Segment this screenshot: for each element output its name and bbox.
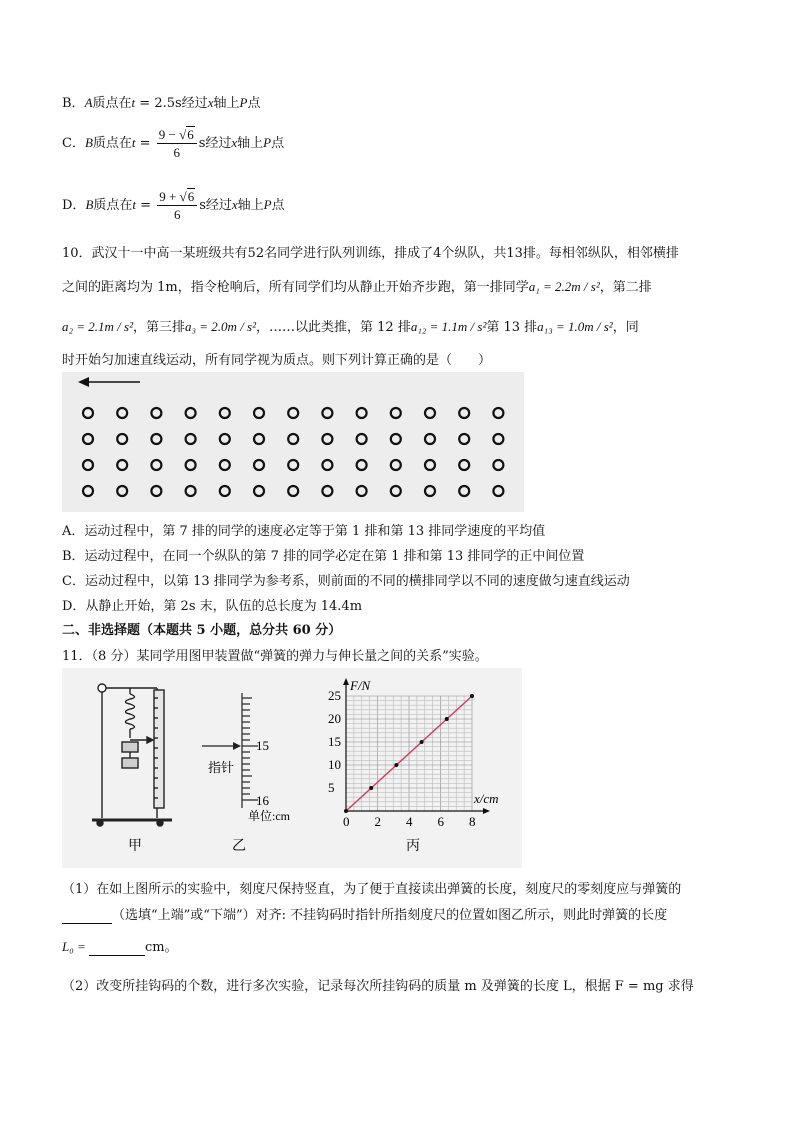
q10-line3: a₂ = 2.1m / s²，第三排a₃ = 2.0m / s²，……以此类推，第 12 排a₁₂ = 1.1m / s²第 13 排a₁₃ = 1.0m / s²，同 (62, 319, 639, 335)
y-tick-label: 5 (328, 780, 335, 795)
x-tick-label: 6 (437, 814, 444, 829)
fraction: $\frac{9 + √6}{6}$ (157, 188, 197, 223)
figure-label-yi: 乙 (232, 839, 246, 854)
y-tick-label: 15 (328, 734, 341, 749)
q10-option-a: A．运动过程中，第 7 排的同学的速度必定等于第 1 排和第 13 排同学速度的平均值 (62, 524, 546, 539)
answer-blank-2[interactable] (89, 940, 145, 956)
q11-part1-line3: L₀ = cm。 (62, 939, 178, 955)
q10-option-d: D．从静止开始，第 2s 末，队伍的总长度为 14.4m (62, 599, 363, 614)
data-point (369, 786, 373, 790)
x-tick-label: 8 (469, 814, 476, 829)
q10-option-c: C．运动过程中，以第 13 排同学为参考系，则前面的不同的横排同学以不同的速度做匀速直线运动 (62, 574, 630, 589)
q11-part1-line2: （选填“上端”或“下端”）对齐: 不挂钩码时指针所指刻度尺的位置如图乙所示，则此时弹簧的长度 (62, 904, 667, 924)
unit-label: 单位:cm (248, 809, 290, 823)
answer-blank-1[interactable] (62, 908, 112, 924)
ruler-mark-15: 15 (256, 738, 269, 753)
pointer-label: 指针 (208, 760, 235, 775)
data-point (445, 717, 449, 721)
section-heading: 二、非选择题（本题共 5 小题，总分共 60 分） (62, 623, 342, 638)
option-9d: D．B质点在t = $\frac{9 + √6}{6}$ s经过x轴上P点 (62, 189, 285, 222)
figure-label-bing: 丙 (406, 839, 420, 854)
figures-panel (62, 668, 522, 868)
y-tick-label: 10 (328, 757, 341, 772)
option-9c: C．B质点在t = $\frac{9 - √6}{6}$ s经过x轴上P点 (62, 127, 285, 160)
x-tick-label: 2 (374, 814, 381, 829)
q11-part2-line1: （2）改变所挂钩码的个数，进行多次实验，记录每次所挂钩码的质量 m 及弹簧的长度 L，根据 F = mg 求得 (62, 979, 694, 994)
formation-figure (62, 372, 524, 512)
figure-label-jia: 甲 (128, 839, 142, 854)
q10-line1: 10．武汉十一中高一某班级共有52名同学进行队列训练，排成了4个纵队，共13排。每相邻纵队，相邻横排 (62, 246, 679, 261)
x-axis-label: x/cm (474, 791, 499, 806)
x-tick-label: 4 (406, 814, 413, 829)
data-point (420, 740, 424, 744)
q10-line4: 时开始匀加速直线运动，所有同学视为质点。则下列计算正确的是（ ） (62, 353, 492, 368)
q11-intro: 11．（8 分）某同学用图甲装置做“弹簧的弹力与伸长量之间的关系”实验。 (62, 649, 488, 664)
fraction: $\frac{9 - √6}{6}$ (157, 126, 197, 161)
figure-background (62, 372, 524, 512)
data-point (344, 809, 348, 813)
data-point (470, 694, 474, 698)
q11-part1-line1: （1）在如上图所示的实验中，刻度尺保持竖直，为了便于直接读出弹簧的长度，刻度尺的零刻度应与弹簧的 (62, 882, 682, 897)
q10-line2: 之间的距离均为 1m，指令枪响后，所有同学们均从静止开始齐步跑，第一排同学a₁ = 2.2m / s²，第二排 (62, 279, 652, 295)
ruler-mark-16: 16 (256, 793, 269, 808)
data-point (394, 763, 398, 767)
y-tick-label: 25 (328, 688, 341, 703)
x-tick-label: 0 (343, 814, 350, 829)
y-axis-label: F/N (350, 678, 371, 693)
option-9b: B．A质点在t = 2.5s经过x轴上P点 (62, 95, 261, 111)
q10-option-b: B．运动过程中，在同一个纵队的第 7 排的同学必定在第 1 排和第 13 排同学的正中间位置 (62, 549, 585, 564)
y-tick-label: 20 (328, 711, 341, 726)
